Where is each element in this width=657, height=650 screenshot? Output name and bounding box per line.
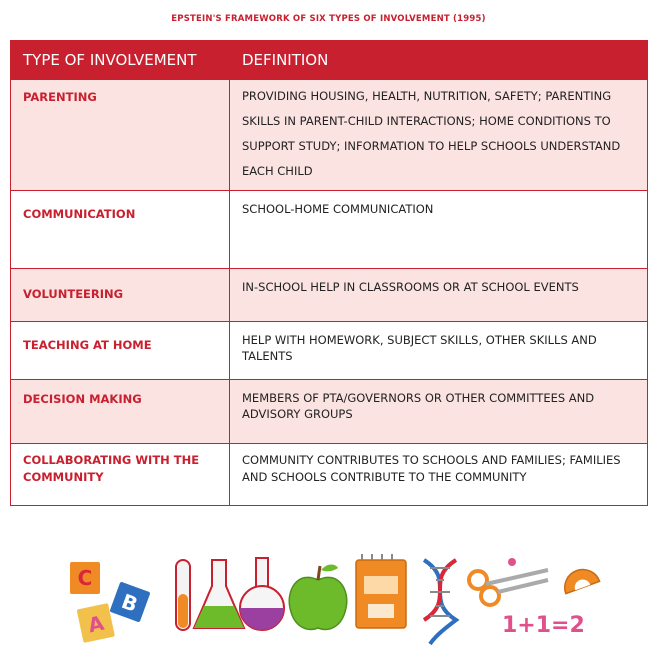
notebook-icon <box>356 554 406 628</box>
block-b-letter: B <box>118 589 141 617</box>
table-row <box>11 269 648 322</box>
type-cell: DECISION MAKING <box>11 380 230 444</box>
type-cell: COMMUNICATION <box>11 191 230 269</box>
school-illustration <box>0 540 657 650</box>
table-row <box>11 380 648 444</box>
involvement-table <box>10 40 648 506</box>
table-row <box>11 444 648 506</box>
block-a <box>77 603 115 643</box>
block-b <box>109 581 150 622</box>
page-title: EPSTEIN'S FRAMEWORK OF SIX TYPES OF INVOLVEMENT (1995) <box>171 14 486 24</box>
definition-cell: COMMUNITY CONTRIBUTES TO SCHOOLS AND FAMILIES; FAMILIES AND SCHOOLS CONTRIBUTE TO THE COMMUNITY <box>230 444 648 506</box>
table-row <box>11 80 648 191</box>
definition-cell: HELP WITH HOMEWORK, SUBJECT SKILLS, OTHER SKILLS AND TALENTS <box>230 322 648 380</box>
definition-cell: PROVIDING HOUSING, HEALTH, NUTRITION, SAFETY; PARENTING SKILLS IN PARENT-CHILD INTERACTIONS; HOME CONDITIONS TO SUPPORT STUDY; INFORMATION TO HELP SCHOOLS UNDERSTAND EACH CHILD <box>230 80 648 191</box>
block-c <box>70 562 100 594</box>
definition-cell: MEMBERS OF PTA/GOVERNORS OR OTHER COMMITTEES AND ADVISORY GROUPS <box>230 380 648 444</box>
round-flask-icon <box>240 558 284 630</box>
apple-icon <box>289 565 347 630</box>
test-tube-icon <box>176 560 190 630</box>
header-definition: DEFINITION <box>230 41 648 80</box>
definition-cell: IN-SCHOOL HELP IN CLASSROOMS OR AT SCHOOL EVENTS <box>230 269 648 322</box>
block-a-letter: A <box>85 610 107 638</box>
type-cell: PARENTING <box>11 80 230 191</box>
type-cell: VOLUNTEERING <box>11 269 230 322</box>
type-cell: COLLABORATING WITH THE COMMUNITY <box>11 444 230 506</box>
table-row <box>11 191 648 269</box>
type-cell: TEACHING AT HOME <box>11 322 230 380</box>
header-type: TYPE OF INVOLVEMENT <box>11 41 230 80</box>
dna-icon <box>424 560 456 644</box>
flask-icon <box>194 560 244 628</box>
protractor-icon <box>560 564 600 593</box>
equation-text: 1+1=2 <box>502 613 585 638</box>
table-header-row <box>11 41 648 80</box>
definition-cell: SCHOOL-HOME COMMUNICATION <box>230 191 648 269</box>
table-row <box>11 322 648 380</box>
scissors-icon <box>469 558 548 605</box>
abc-blocks-icon <box>70 562 151 643</box>
block-c-letter: C <box>77 566 93 590</box>
